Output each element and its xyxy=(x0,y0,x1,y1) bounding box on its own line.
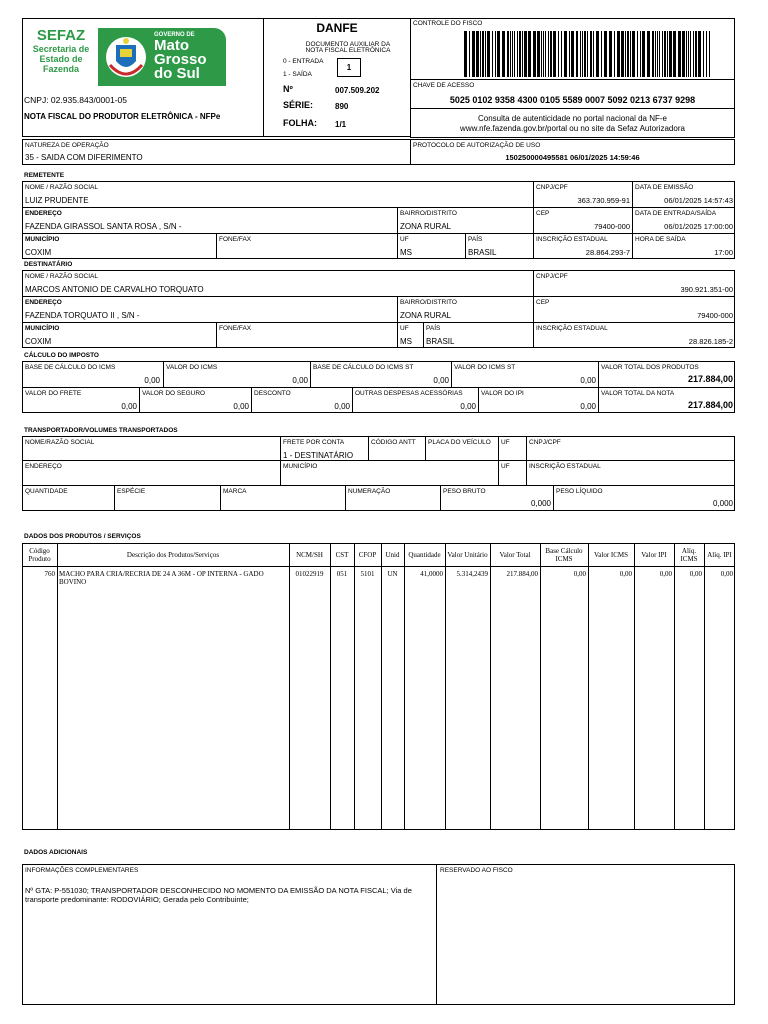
barcode-bar xyxy=(662,31,663,77)
rem-fone-label: FONE/FAX xyxy=(219,236,252,243)
product-column-divider xyxy=(404,543,405,830)
rem-cnpj-label: CNPJ/CPF xyxy=(536,184,568,191)
barcode-bar xyxy=(637,31,638,77)
rem-ie-label: INSCRIÇÃO ESTADUAL xyxy=(536,236,608,243)
product-header-cell: Alíq. IPI xyxy=(707,551,732,559)
destinatario-section-title: DESTINATÁRIO xyxy=(24,261,73,268)
sefaz-logo-title: SEFAZ xyxy=(36,27,86,44)
dest-municipio-label: MUNICÍPIO xyxy=(25,325,60,332)
sefaz-logo-line3: Fazenda xyxy=(42,64,79,74)
dest-nome-label: NOME / RAZÃO SOCIAL xyxy=(25,273,98,280)
outras-label: OUTRAS DESPESAS ACESSÓRIAS xyxy=(355,390,463,397)
product-cell: 5.314,2439 xyxy=(456,570,488,578)
remetente-section-title: REMETENTE xyxy=(24,172,65,179)
barcode-bar xyxy=(657,31,658,77)
product-cell: 0,00 xyxy=(720,570,733,578)
transp-municipio-label: MUNICÍPIO xyxy=(283,463,318,470)
transp-frete-label: FRETE POR CONTA xyxy=(283,439,345,446)
barcode-bar xyxy=(480,31,481,77)
dest-ie-label: INSCRIÇÃO ESTADUAL xyxy=(536,325,608,332)
desconto: 0,00 xyxy=(334,402,350,411)
barcode-bar xyxy=(621,31,624,77)
dest-cep: 79400-000 xyxy=(697,311,733,320)
icms-st: 0,00 xyxy=(580,376,596,385)
product-column-divider xyxy=(490,543,491,830)
product-cell: 051 xyxy=(336,570,348,578)
transp-numeracao-label: NUMERAÇÃO xyxy=(348,488,391,495)
barcode-bar xyxy=(492,31,493,77)
seguro-label: VALOR DO SEGURO xyxy=(142,390,206,397)
barcode-bar xyxy=(617,31,620,77)
product-header-cell: Alíq. ICMS xyxy=(680,547,698,563)
rem-emissao: 06/01/2025 14:57:43 xyxy=(664,196,733,205)
product-column-divider xyxy=(330,543,331,830)
barcode-bar xyxy=(614,31,615,77)
mato-label: Mato xyxy=(154,37,189,54)
barcode-bar xyxy=(550,31,552,77)
barcode-bar xyxy=(604,31,607,77)
barcode-bar xyxy=(487,31,490,77)
seguro: 0,00 xyxy=(233,402,249,411)
barcode-bar xyxy=(609,31,612,77)
coat-of-arms-icon xyxy=(102,31,150,83)
frete-label: VALOR DO FRETE xyxy=(25,390,82,397)
icms-st-label: VALOR DO ICMS ST xyxy=(454,364,516,371)
dest-fone-label: FONE/FAX xyxy=(219,325,252,332)
rem-entrada-saida: 06/01/2025 17:00:00 xyxy=(664,222,733,231)
barcode-bar xyxy=(469,31,470,77)
transp-uf2-label: UF xyxy=(501,463,510,470)
protocolo-value: 150250000495581 06/01/2025 14:59:46 xyxy=(505,153,640,162)
barcode-bar xyxy=(561,31,562,77)
transp-peso-bruto: 0,000 xyxy=(530,499,551,508)
chave-value: 5025 0102 9358 4300 0105 5589 0007 5092 0213 6737 9298 xyxy=(449,95,696,105)
emitter-cnpj: CNPJ: 02.935.843/0001-05 xyxy=(24,95,128,105)
barcode-bar xyxy=(647,31,650,77)
barcode-bar xyxy=(472,31,475,77)
barcode-bar xyxy=(703,31,704,77)
bc-icms: 0,00 xyxy=(144,376,160,385)
product-header-cell: Unid xyxy=(385,551,400,559)
product-header-cell: Valor Unitário xyxy=(447,551,488,559)
rem-hora: 17:00 xyxy=(714,248,733,257)
barcode-bar xyxy=(528,31,531,77)
produtos-section-title: DADOS DOS PRODUTOS / SERVIÇOS xyxy=(24,533,141,540)
rem-endereco-label: ENDEREÇO xyxy=(25,210,62,217)
total-produtos-label: VALOR TOTAL DOS PRODUTOS xyxy=(601,364,699,371)
product-header-cell: CFOP xyxy=(358,551,377,559)
rem-uf: MS xyxy=(400,248,412,257)
barcode-bar xyxy=(690,31,691,77)
barcode-bar xyxy=(688,31,689,77)
barcode-bar xyxy=(519,31,521,77)
icms-label: VALOR DO ICMS xyxy=(166,364,218,371)
product-column-divider xyxy=(588,543,589,830)
rem-ie: 28.864.293-7 xyxy=(585,248,630,257)
product-cell: MACHO PARA CRIA/RECRIA DE 24 A 36M - OP INTERNA - GADO BOVINO xyxy=(59,570,264,586)
info-complementares-label: INFORMAÇÕES COMPLEMENTARES xyxy=(25,867,139,874)
bc-icms-label: BASE DE CÁLCULO DO ICMS xyxy=(25,364,116,371)
imposto-section-title: CÁLCULO DO IMPOSTO xyxy=(24,352,99,359)
barcode-bar xyxy=(587,31,588,77)
barcode-bar xyxy=(502,31,505,77)
barcode-bar xyxy=(698,31,701,77)
document-title: NOTA FISCAL DO PRODUTOR ELETRÔNICA - NFPe xyxy=(24,112,221,121)
product-cell: 5101 xyxy=(360,570,375,578)
product-column-divider xyxy=(540,543,541,830)
rem-municipio-label: MUNICÍPIO xyxy=(25,236,60,243)
dest-cnpj-label: CNPJ/CPF xyxy=(536,273,568,280)
barcode-bar xyxy=(682,31,685,77)
barcode-bar xyxy=(695,31,697,77)
numero-value: 007.509.202 xyxy=(335,86,380,95)
barcode-bar xyxy=(669,31,672,77)
sefaz-logo-line1: Secretaria de xyxy=(32,44,90,54)
transp-uf-label: UF xyxy=(501,439,510,446)
controle-fisco-label: CONTROLE DO FISCO xyxy=(413,20,483,27)
barcode-bar xyxy=(655,31,656,77)
barcode-bar xyxy=(706,31,707,77)
transp-marca-label: MARCA xyxy=(223,488,247,495)
transp-nome-label: NOME/RAZÃO SOCIAL xyxy=(25,439,95,446)
ipi: 0,00 xyxy=(580,402,596,411)
sefaz-logo-line2: Estado de xyxy=(39,54,83,64)
transp-quantidade-label: QUANTIDADE xyxy=(25,488,68,495)
product-column-divider xyxy=(381,543,382,830)
barcode-bar xyxy=(640,31,641,77)
barcode-bar xyxy=(584,31,586,77)
natureza-label: NATUREZA DE OPERAÇÃO xyxy=(25,142,109,149)
barcode-bar xyxy=(541,31,542,77)
product-column-divider xyxy=(674,543,675,830)
barcode-bar xyxy=(580,31,581,77)
barcode-bar xyxy=(517,31,518,77)
barcode-bar xyxy=(709,31,710,77)
product-header-cell: CST xyxy=(335,551,349,559)
barcode-bar xyxy=(571,31,574,77)
transp-antt-label: CÓDIGO ANTT xyxy=(371,439,416,446)
barcode-bar xyxy=(514,31,515,77)
barcode-bar xyxy=(537,31,540,77)
barcode-bar xyxy=(543,31,544,77)
bc-st: 0,00 xyxy=(433,376,449,385)
barcode-bar xyxy=(558,31,559,77)
dest-bairro: ZONA RURAL xyxy=(400,311,452,320)
barcode-bar xyxy=(545,31,546,77)
product-header-cell: Código Produto xyxy=(28,547,51,563)
desconto-label: DESCONTO xyxy=(254,390,291,397)
rem-cep: 79400-000 xyxy=(594,222,630,231)
dest-endereco-label: ENDEREÇO xyxy=(25,299,62,306)
barcode-bar xyxy=(627,31,629,77)
barcode-bar xyxy=(485,31,486,77)
total-produtos: 217.884,00 xyxy=(687,374,733,384)
barcode-bar xyxy=(678,31,681,77)
barcode-bar xyxy=(632,31,635,77)
info-complementares: Nº GTA: P-551030; TRANSPORTADOR DESCONHECIDO NO MOMENTO DA EMISSÃO DA NOTA FISCAL; Via de transporte predominante: RODOVIÁRIO; Gerada pelo Contribuinte; xyxy=(25,886,412,904)
total-nota-label: VALOR TOTAL DA NOTA xyxy=(601,390,675,397)
product-column-divider xyxy=(704,543,705,830)
product-header-cell: Valor ICMS xyxy=(593,551,629,559)
barcode-bar xyxy=(652,31,654,77)
transp-placa-label: PLACA DO VEÍCULO xyxy=(428,439,491,446)
barcode-bar xyxy=(507,31,509,77)
product-header-cell: NCM/SH xyxy=(296,551,323,559)
sefaz-logo xyxy=(28,28,94,80)
transp-ie-label: INSCRIÇÃO ESTADUAL xyxy=(529,463,601,470)
transp-peso-liquido-label: PESO LÍQUIDO xyxy=(556,488,603,495)
frete: 0,00 xyxy=(121,402,137,411)
rem-entrada-saida-label: DATA DE ENTRADA/SAÍDA xyxy=(635,210,717,217)
folha-value: 1/1 xyxy=(335,120,347,129)
governo-label: GOVERNO DE xyxy=(154,32,195,38)
ipi-label: VALOR DO IPI xyxy=(481,390,524,397)
dest-bairro-label: BAIRRO/DISTRITO xyxy=(400,299,457,306)
product-header-cell: Quantidade xyxy=(408,551,441,559)
barcode-bar xyxy=(601,31,602,77)
entrada-label: 0 - ENTRADA xyxy=(283,58,324,65)
barcode-bar xyxy=(564,31,567,77)
adicionais-section-title: DADOS ADICIONAIS xyxy=(24,849,88,856)
barcode-bar xyxy=(522,31,523,77)
barcode-bar xyxy=(582,31,583,77)
natureza-value: 35 - SAIDA COM DIFERIMENTO xyxy=(25,153,143,162)
serie-label: SÉRIE: xyxy=(283,100,314,110)
barcode-bar xyxy=(569,31,570,77)
folha-label: FOLHA: xyxy=(283,118,317,128)
dest-nome: MARCOS ANTONIO DE CARVALHO TORQUATO xyxy=(25,285,204,294)
barcode-bar xyxy=(476,31,479,77)
barcode-bar xyxy=(673,31,676,77)
numero-label: Nº xyxy=(283,84,293,94)
rem-emissao-label: DATA DE EMISSÃO xyxy=(635,184,694,191)
barcode-bar xyxy=(524,31,527,77)
bc-st-label: BASE DE CÁLCULO DO ICMS ST xyxy=(313,364,414,371)
tipo-box: 1 xyxy=(337,58,361,77)
product-cell: 0,00 xyxy=(659,570,672,578)
consulta-line-2: www.nfe.fazenda.gov.br/portal ou no site da Sefaz Autorizadora xyxy=(460,124,685,133)
barcode-bar xyxy=(625,31,626,77)
protocolo-label: PROTOCOLO DE AUTORIZAÇÃO DE USO xyxy=(413,142,541,149)
dest-uf: MS xyxy=(400,337,412,346)
chave-label: CHAVE DE ACESSO xyxy=(413,82,475,89)
icms: 0,00 xyxy=(292,376,308,385)
product-cell: UN xyxy=(387,570,398,578)
product-header-cell: Descrição dos Produtos/Serviços xyxy=(126,551,220,559)
dest-cep-label: CEP xyxy=(536,299,550,306)
product-column-divider xyxy=(57,543,58,830)
barcode-bar xyxy=(533,31,536,77)
dest-endereco: FAZENDA TORQUATO II , S/N - xyxy=(25,311,140,320)
saida-label: 1 - SAÍDA xyxy=(283,71,312,78)
product-column-divider xyxy=(289,543,290,830)
barcode-bar xyxy=(664,31,666,77)
rem-pais-label: PAÍS xyxy=(468,236,483,243)
grosso-label: Grosso xyxy=(154,51,207,68)
barcode xyxy=(464,31,712,77)
dest-cnpj: 390.921.351-00 xyxy=(680,285,733,294)
barcode-bar xyxy=(497,31,500,77)
product-header-cell: Valor Total xyxy=(499,551,531,559)
barcode-bar xyxy=(686,31,687,77)
serie-value: 890 xyxy=(335,102,349,111)
barcode-bar xyxy=(667,31,668,77)
product-column-divider xyxy=(634,543,635,830)
reservado-fisco-label: RESERVADO AO FISCO xyxy=(440,867,513,874)
barcode-bar xyxy=(464,31,467,77)
product-column-divider xyxy=(445,543,446,830)
product-column-divider xyxy=(354,543,355,830)
barcode-bar xyxy=(553,31,556,77)
dest-pais-label: PAÍS xyxy=(426,325,441,332)
product-header-cell: Valor IPI xyxy=(641,551,667,559)
barcode-bar xyxy=(659,31,660,77)
consulta-line-1: Consulta de autenticidade no portal nacional da NF-e xyxy=(477,114,667,123)
total-nota: 217.884,00 xyxy=(687,400,733,410)
rem-municipio: COXIM xyxy=(25,248,52,257)
outras: 0,00 xyxy=(460,402,476,411)
rem-hora-label: HORA DE SAÍDA xyxy=(635,236,686,243)
sul-label: do Sul xyxy=(154,65,200,82)
dest-uf-label: UF xyxy=(400,325,409,332)
barcode-bar xyxy=(510,31,511,77)
barcode-bar xyxy=(548,31,549,77)
rem-nome: LUIZ PRUDENTE xyxy=(25,196,89,205)
barcode-bar xyxy=(482,31,484,77)
product-header-cell: Base Cálculo ICMS xyxy=(545,547,583,563)
transp-peso-liquido: 0,000 xyxy=(712,499,733,508)
barcode-bar xyxy=(630,31,631,77)
barcode-bar xyxy=(593,31,594,77)
rem-bairro-label: BAIRRO/DISTRITO xyxy=(400,210,457,217)
product-cell: 0,00 xyxy=(573,570,586,578)
product-cell: 41,0000 xyxy=(420,570,443,578)
danfe-subtitle-2: NOTA FISCAL ELETRÔNICA xyxy=(305,47,391,54)
transp-endereco-label: ENDEREÇO xyxy=(25,463,62,470)
rem-cep-label: CEP xyxy=(536,210,550,217)
product-cell: 0,00 xyxy=(689,570,702,578)
dest-pais: BRASIL xyxy=(426,337,455,346)
rem-endereco: FAZENDA GIRASSOL SANTA ROSA , S/N - xyxy=(25,222,182,231)
barcode-bar xyxy=(642,31,645,77)
barcode-bar xyxy=(596,31,599,77)
consulta-box xyxy=(410,108,735,138)
dest-ie: 28.826.185-2 xyxy=(688,337,733,346)
transportador-section-title: TRANSPORTADOR/VOLUMES TRANSPORTADOS xyxy=(24,427,178,434)
rem-cnpj: 363.730.959-91 xyxy=(577,196,630,205)
rem-pais: BRASIL xyxy=(468,248,497,257)
danfe-subtitle-1: DOCUMENTO AUXILIAR DA xyxy=(305,41,391,48)
barcode-bar xyxy=(512,31,513,77)
rem-nome-label: NOME / RAZÃO SOCIAL xyxy=(25,184,98,191)
product-cell: 217.884,00 xyxy=(506,570,538,578)
product-cell: 760 xyxy=(44,570,55,578)
barcode-bar xyxy=(693,31,694,77)
danfe-title: DANFE xyxy=(316,21,358,35)
barcode-bar xyxy=(590,31,592,77)
product-cell: 0,00 xyxy=(619,570,632,578)
barcode-bar xyxy=(495,31,496,77)
rem-uf-label: UF xyxy=(400,236,409,243)
produtos-table xyxy=(22,543,735,830)
governo-ms-logo xyxy=(98,28,226,86)
transp-especie-label: ESPÉCIE xyxy=(117,488,146,495)
transp-peso-bruto-label: PESO BRUTO xyxy=(443,488,486,495)
rem-bairro: ZONA RURAL xyxy=(400,222,452,231)
barcode-bar xyxy=(576,31,578,77)
product-cell: 01022919 xyxy=(295,570,324,578)
transp-cnpj-label: CNPJ/CPF xyxy=(529,439,561,446)
dest-municipio: COXIM xyxy=(25,337,52,346)
transp-frete: 1 - DESTINATÁRIO xyxy=(283,451,354,460)
